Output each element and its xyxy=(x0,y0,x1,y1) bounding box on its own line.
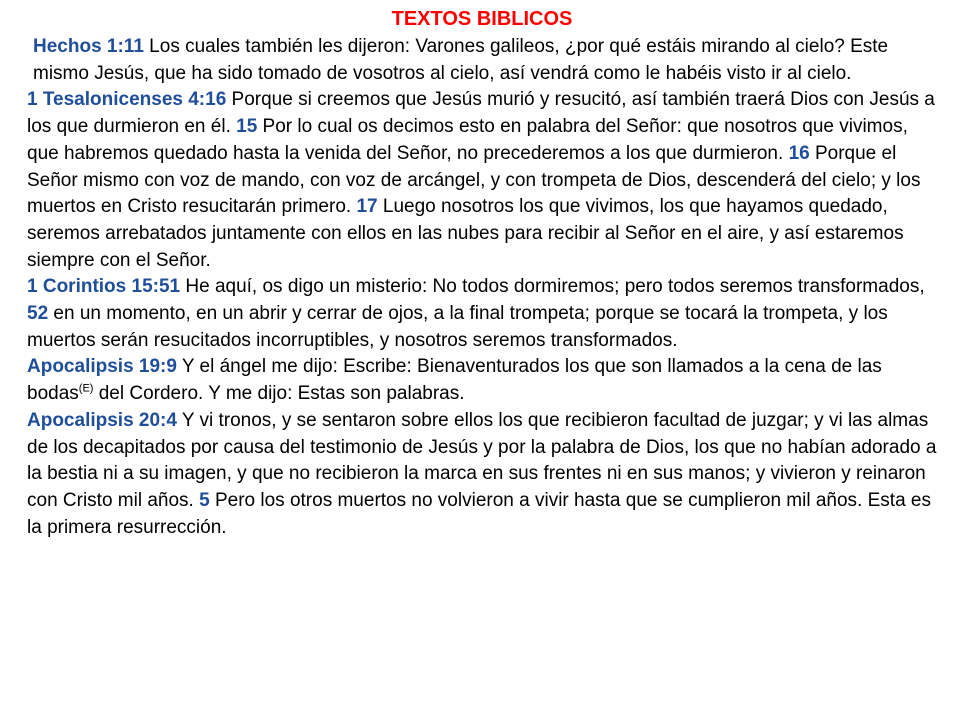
verse-number: 16 xyxy=(788,142,810,164)
passage-reference: 1 Corintios 15:51 xyxy=(27,276,181,298)
verse-number: 15 xyxy=(236,116,258,138)
footnote-marker: (E) xyxy=(78,382,94,395)
slide-content xyxy=(27,6,937,541)
passage-apocalipsis-19 xyxy=(27,354,937,407)
passage-text: He aquí, os digo un misterio: No todos dormiremos; pero todos seremos transformados, xyxy=(180,276,925,298)
passage-text: Por lo cual os decimos esto en palabra del Señor: que nosotros que vivimos, que habremos quedado hasta la venida del Señor, no precederemos a los que durmieron. xyxy=(27,116,908,164)
verse-number: 17 xyxy=(356,196,378,218)
passage-apocalipsis-20 xyxy=(27,408,937,542)
passage-text: en un momento, en un abrir y cerrar de ojos, a la final trompeta; porque se tocará la trompeta, y los muertos serán resucitados incorruptibles, y nosotros seremos transformados. xyxy=(27,303,888,351)
passage-reference: Apocalipsis 19:9 xyxy=(27,356,177,378)
passage-reference: Hechos 1:11 xyxy=(33,36,144,57)
passage-corintios xyxy=(27,274,937,354)
passage-reference: Apocalipsis 20:4 xyxy=(27,409,177,431)
passage-text: Pero los otros muertos no volvieron a vivir hasta que se cumplieron mil años. Esta es la primera resurrección. xyxy=(27,489,931,538)
passage-text: Los cuales también les dijeron: Varones galileos, ¿por qué estáis mirando al cielo? Este mismo Jesús, que ha sido tomado de vosotros al cielo, así vendrá como le habéis visto ir al cielo. xyxy=(33,36,889,84)
passage-reference: 1 Tesalonicenses 4:16 xyxy=(27,89,227,111)
verse-number: 52 xyxy=(27,303,49,325)
passage-text: Y el ángel me dijo: Escribe: Bienaventurados los que son llamados a la cena de las bodas xyxy=(27,356,882,405)
passage-text: del Cordero. Y me dijo: Estas son palabras. xyxy=(93,383,465,405)
passage-text: Y vi tronos, y se sentaron sobre ellos los que recibieron facultad de juzgar; y vi las almas de los decapitados por causa del testimonio de Jesús y por la palabra de Dios, los que no habían adorado a la bestia ni a su imagen, y que no recibieron la marca en sus frentes ni en sus manos; y vivieron y reinaron con Cristo mil años. xyxy=(27,409,937,511)
passage-hechos xyxy=(27,34,937,87)
page-title: TEXTOS BIBLICOS xyxy=(391,8,573,30)
passage-tesalonicenses xyxy=(27,87,937,274)
verse-number: 5 xyxy=(199,489,210,511)
passage-text: Luego nosotros los que vivimos, los que hayamos quedado, seremos arrebatados juntamente con ellos en las nubes para recibir al Señor en el aire, y así estaremos siempre con el Señor. xyxy=(27,196,904,271)
passage-text: Porque el Señor mismo con voz de mando, con voz de arcángel, y con trompeta de Dios, descenderá del cielo; y los muertos en Cristo resucitarán primero. xyxy=(27,142,921,218)
passage-text: Porque si creemos que Jesús murió y resucitó, así también traerá Dios con Jesús a los que durmieron en él. xyxy=(27,89,935,138)
